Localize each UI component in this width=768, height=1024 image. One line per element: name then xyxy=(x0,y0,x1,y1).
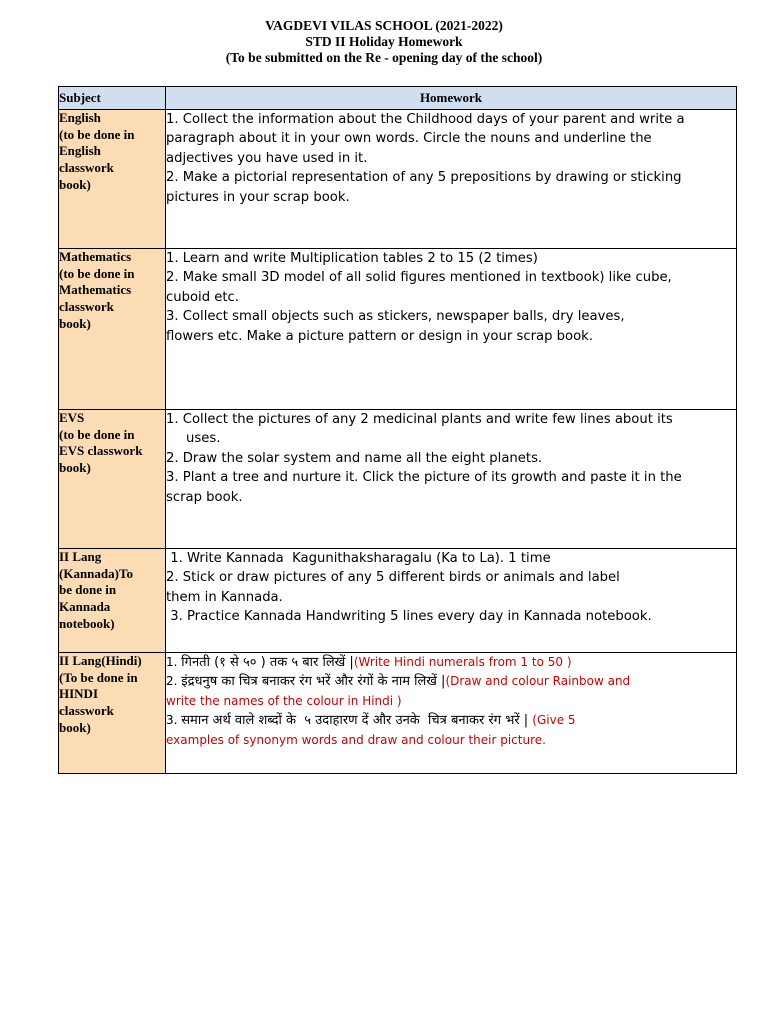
homework-line: them in Kannada. xyxy=(166,589,283,605)
homework-line: cuboid etc. xyxy=(166,289,240,305)
english-translation: (Draw and colour Rainbow and xyxy=(445,674,631,689)
subject-line: II Lang xyxy=(59,549,102,564)
english-translation: examples of synonym words and draw and colour their picture. xyxy=(166,732,546,747)
table-row-evs xyxy=(59,410,737,549)
subject-line: book) xyxy=(59,719,91,735)
subject-line: classwork xyxy=(59,703,114,719)
item-number: 3. xyxy=(166,713,182,728)
english-translation: (Give 5 xyxy=(532,713,576,728)
subject-line: (to be done in xyxy=(59,126,135,142)
hindi-text: इंद्रधनुष का चित्र बनाकर रंग भरें और रंगों के नाम लिखें | xyxy=(181,674,446,690)
subject-line: EVS xyxy=(59,410,85,425)
submission-note: (To be submitted on the Re - opening day of the school) xyxy=(225,50,543,65)
homework-line xyxy=(166,711,736,730)
subject-column-header: Subject xyxy=(59,87,166,110)
subject-cell xyxy=(59,653,166,774)
english-translation: write the names of the colour in Hindi ) xyxy=(166,693,402,708)
subject-cell xyxy=(59,249,166,410)
homework-line: flowers etc. Make a picture pattern or design in your scrap book. xyxy=(166,328,593,344)
homework-table xyxy=(58,86,737,774)
subject-cell xyxy=(59,549,166,653)
subject-line: (to be done in xyxy=(59,265,135,281)
table-row-hindi xyxy=(59,653,737,774)
document-title: STD II Holiday Homework xyxy=(305,34,463,49)
homework-line: 2. Make a pictorial representation of any 5 prepositions by drawing or sticking xyxy=(166,170,682,186)
homework-line: scrap book. xyxy=(166,489,243,505)
homework-line: 2. Make small 3D model of all solid figures mentioned in textbook) like cube, xyxy=(166,270,672,286)
subject-line: Mathematics xyxy=(59,249,132,264)
subject-line: book) xyxy=(59,315,91,331)
homework-column-header: Homework xyxy=(166,87,737,110)
table-row-mathematics xyxy=(59,249,737,410)
document-header xyxy=(0,18,768,66)
hindi-text: समान अर्थ वाले शब्दों के ५ उदाहारण दें और उनके चित्र बनाकर रंग भरें | xyxy=(181,713,533,729)
subject-line: (Kannada)To xyxy=(59,565,133,581)
subject-cell xyxy=(59,110,166,249)
subject-line: EVS classwork xyxy=(59,443,143,459)
homework-cell xyxy=(166,110,737,249)
homework-line: 2. Draw the solar system and name all the eight planets. xyxy=(166,450,543,466)
subject-line: HINDI xyxy=(59,686,99,702)
table-row-kannada xyxy=(59,549,737,653)
school-name: VAGDEVI VILAS SCHOOL (2021-2022) xyxy=(265,18,503,33)
subject-line: Mathematics xyxy=(59,282,132,298)
homework-line: 2. Stick or draw pictures of any 5 different birds or animals and label xyxy=(166,570,620,586)
english-translation: (Write Hindi numerals from 1 to 50 ) xyxy=(353,655,572,669)
homework-line: 1. Collect the information about the Childhood days of your parent and write a xyxy=(166,112,685,127)
subject-line: book) xyxy=(59,176,91,192)
homework-cell xyxy=(166,653,737,774)
homework-cell xyxy=(166,410,737,549)
homework-line: uses. xyxy=(186,431,221,447)
homework-line xyxy=(166,653,736,672)
item-number: 2. xyxy=(166,674,182,689)
homework-line: 1. Write Kannada Kagunithaksharagalu (Ka to La). 1 time xyxy=(166,551,551,566)
homework-line: paragraph about it in your own words. Circle the nouns and underline the xyxy=(166,131,652,147)
subject-line: (To be done in xyxy=(59,669,138,685)
subject-line: book) xyxy=(59,460,91,476)
subject-line: classwork xyxy=(59,299,114,315)
table-row-english xyxy=(59,110,737,249)
homework-line xyxy=(166,672,736,691)
subject-line: (to be done in xyxy=(59,426,135,442)
homework-line: adjectives you have used in it. xyxy=(166,150,368,166)
homework-line: 1. Collect the pictures of any 2 medicinal plants and write few lines about its xyxy=(166,412,673,427)
subject-line: English xyxy=(59,110,101,125)
subject-line: classwork xyxy=(59,160,114,176)
homework-line: 3. Practice Kannada Handwriting 5 lines every day in Kannada notebook. xyxy=(166,609,652,625)
homework-line: 3. Plant a tree and nurture it. Click the picture of its growth and paste it in the xyxy=(166,470,682,486)
homework-cell xyxy=(166,249,737,410)
homework-line: pictures in your scrap book. xyxy=(166,189,350,205)
table-header-row xyxy=(59,87,737,110)
subject-line: Kannada xyxy=(59,599,111,615)
subject-line: be done in xyxy=(59,582,117,598)
homework-line xyxy=(166,731,736,750)
homework-cell xyxy=(166,549,737,653)
hindi-text: गिनती (१ से ५० ) तक ५ बार लिखें | xyxy=(181,655,354,670)
homework-line: 1. Learn and write Multiplication tables 2 to 15 (2 times) xyxy=(166,251,538,266)
subject-cell xyxy=(59,410,166,549)
item-number: 1. xyxy=(166,655,182,669)
homework-line xyxy=(166,692,736,711)
subject-line: English xyxy=(59,143,101,159)
homework-line: 3. Collect small objects such as stickers, newspaper balls, dry leaves, xyxy=(166,309,625,325)
subject-line: notebook) xyxy=(59,615,115,631)
subject-line: II Lang(Hindi) xyxy=(59,653,142,668)
